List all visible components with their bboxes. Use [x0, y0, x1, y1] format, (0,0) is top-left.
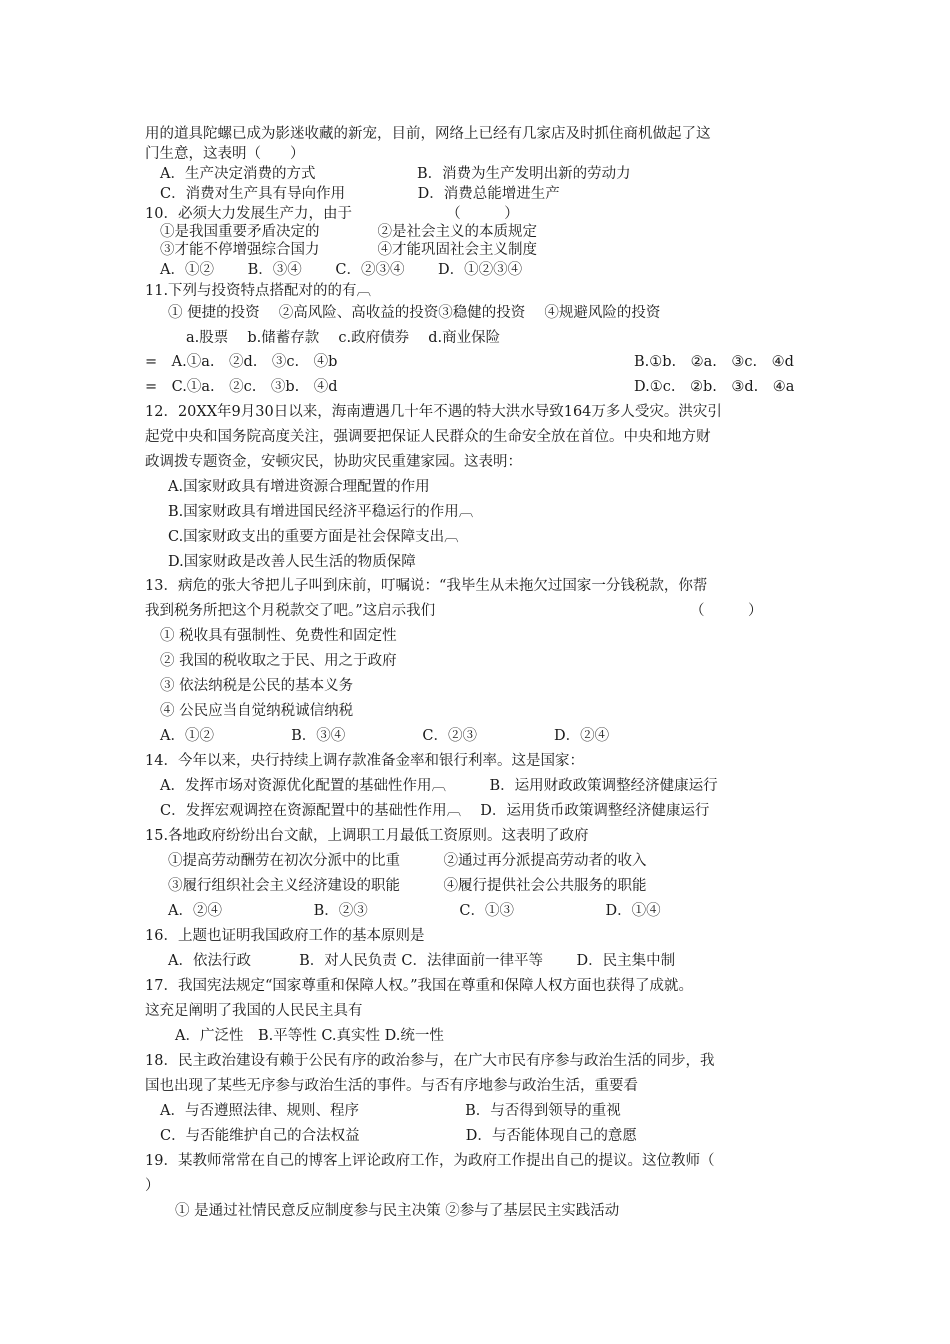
option-line: = C.①a. ②c. ③b. ④d [145, 379, 338, 395]
statement-line: ①提高劳动酬劳在初次分派中的比重 ②通过再分派提高劳动者的收入 [168, 853, 647, 869]
option-line: = A.①a. ②d. ③c. ④b [145, 354, 338, 370]
question-19: 19．某教师常常在自己的博客上评论政府工作，为政府工作提出自己的提议。这位教师（ [145, 1153, 715, 1169]
statement-line: ① 是通过社情民意反应制度参与民主决策 ②参与了基层民主实践活动 [175, 1203, 620, 1219]
question-14: 14．今年以来，央行持续上调存款准备金率和银行利率。这是国家： [145, 753, 584, 769]
statement-line: ④ 公民应当自觉纳税诚信纳税 [160, 703, 354, 719]
text-line: 用的道具陀螺已成为影迷收藏的新宠，目前，网络上已经有几家店及时抓住商机做起了这 [145, 126, 711, 142]
option-line: A.国家财政具有增进资源合理配置的作用 [168, 479, 430, 495]
answer-blank: （ ） [690, 603, 763, 619]
question-15: 15.各地政府纷纷出台文献，上调职工月最低工资原则。这表明了政府 [145, 828, 589, 844]
statement-line: ③履行组织社会主义经济建设的职能 ④履行提供社会公共服务的职能 [168, 878, 647, 894]
statement-line: ① 便捷的投资 ②高风险、高收益的投资③稳健的投资 ④规避风险的投资 [168, 305, 661, 321]
option-line: A．①② B．③④ C．②③④ D．①②③④ [160, 262, 523, 278]
question-18: 18．民主政治建设有赖于公民有序的政治参与，在广大市民有序参与政治生活的同步，我 [145, 1053, 715, 1069]
question-16: 16．上题也证明我国政府工作的基本原则是 [145, 928, 425, 944]
text-line: 门生意，这表明（ ） [145, 146, 305, 162]
option-line: A．发挥市场对资源优化配置的基础性作用︹ B．运用财政政策调整经济健康运行 [160, 778, 718, 794]
text-line: 政调拨专题资金，安顿灾民，协助灾民重建家园。这表明： [145, 454, 522, 470]
statement-line: ①是我国重要矛盾决定的 ②是社会主义的本质规定 [160, 224, 537, 240]
statement-line: ③ 依法纳税是公民的基本义务 [160, 678, 354, 694]
option-line: A．生产决定消费的方式 B．消费为生产发明出新的劳动力 [160, 166, 631, 182]
option-line: A．依法行政 B．对人民负责 C．法律面前一律平等 D．民主集中制 [168, 953, 676, 969]
option-line: A．①② B．③④ C．②③ D．②④ [160, 728, 610, 744]
option-line: B.国家财政具有增进国民经济平稳运行的作用︹ [168, 504, 474, 520]
text-line: ） [145, 1178, 160, 1194]
question-17: 17．我国宪法规定“国家尊重和保障人权。”我国在尊重和保障人权方面也获得了成就。 [145, 978, 694, 994]
option-line: A．②④ B．②③ C．①③ D．①④ [168, 903, 661, 919]
statement-line: a.股票 b.储蓄存款 c.政府债券 d.商业保险 [186, 330, 501, 346]
question-11: 11.下列与投资特点搭配对的的有︹ [145, 283, 372, 299]
option-line: C.国家财政支出的重要方面是社会保障支出︹ [168, 529, 459, 545]
option-line: D.①c. ②b. ③d. ④a [634, 379, 795, 395]
question-10: 10．必须大力发展生产力，由于 （ ） [145, 206, 519, 222]
text-line: 起党中央和国务院高度关注，强调要把保证人民群众的生命安全放在首位。中央和地方财 [145, 429, 711, 445]
statement-line: ③才能不停增强综合国力 ④才能巩固社会主义制度 [160, 242, 537, 258]
option-line: A．广泛性 B.平等性 C.真实性 D.统一性 [175, 1028, 444, 1044]
option-line: C．与否能维护自己的合法权益 D．与否能体现自己的意愿 [160, 1128, 637, 1144]
question-13: 13．病危的张大爷把儿子叫到床前，叮嘱说：“我毕生从未拖欠过国家一分钱税款，你帮 [145, 578, 708, 594]
question-12: 12．20XX年9月30日以来，海南遭遇几十年不遇的特大洪水导致164万多人受灾。洪灾引 [145, 404, 722, 420]
option-line: D.国家财政是改善人民生活的物质保障 [168, 554, 416, 570]
option-line: A．与否遵照法律、规则、程序 B．与否得到领导的重视 [160, 1103, 621, 1119]
statement-line: ① 税收具有强制性、免费性和固定性 [160, 628, 397, 644]
text-line: 我到税务所把这个月税款交了吧。”这启示我们 [145, 603, 436, 619]
option-line: C．消费对生产具有导向作用 D．消费总能增进生产 [160, 186, 560, 202]
statement-line: ② 我国的税收取之于民、用之于政府 [160, 653, 397, 669]
option-line: C．发挥宏观调控在资源配置中的基础性作用︹ D．运用货币政策调整经济健康运行 [160, 803, 710, 819]
text-line: 这充足阐明了我国的人民民主具有 [145, 1003, 363, 1019]
option-line: B.①b. ②a. ③c. ④d [634, 354, 794, 370]
text-line: 国也出现了某些无序参与政治生活的事件。与否有序地参与政治生活，重要看 [145, 1078, 638, 1094]
